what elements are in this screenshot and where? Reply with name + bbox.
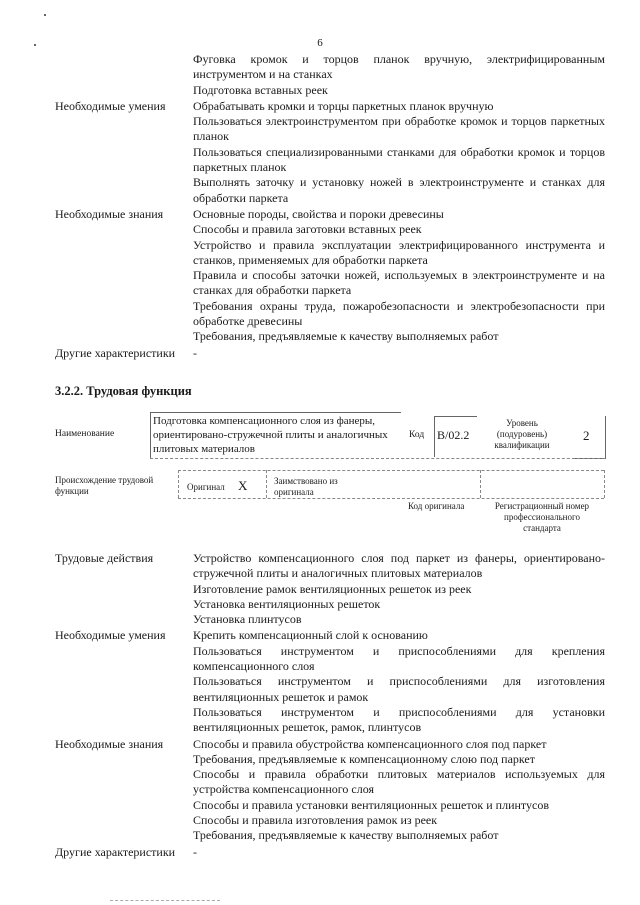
list-item: Установка вентиляционных решеток [193,596,381,611]
origin-divider [266,470,267,498]
row-label: Другие характеристики [55,844,176,859]
original-label: Оригинал [187,482,225,492]
function-name: Подготовка компенсационного слоя из фанеры, ориентировано-стружечной плиты и аналогичных плитовых материалов [153,415,388,455]
list-item: Способы и правила обработки плитовых материалов используемых для устройства компенсационного слоя [193,767,605,797]
list-item: Требования, предъявляемые к компенсационному слою под паркет [193,751,535,766]
origin-divider [604,470,605,498]
row-label: Трудовые действия [55,551,154,565]
list-item: Способы и правила установки вентиляционных решеток и плинтусов [193,797,550,812]
row-items [193,207,605,345]
table-row [55,346,605,361]
level-label: Уровень (подуровень) квалификации [494,418,550,450]
table-row [55,99,605,206]
table-row [55,52,605,98]
origin-bottom-line [178,498,604,499]
level-value: 2 [583,428,590,443]
list-item: Пользоваться инструментом и приспособлениями для установки вентиляционных решеток, рамок, плинтусов [193,704,605,735]
list-item: Пользоваться инструментом и приспособлениями для крепления компенсационного слоя [193,643,605,674]
row-label: Необходимые умения [55,628,166,643]
table-row [55,551,605,627]
origin-divider [480,470,481,498]
row-items [193,52,605,98]
list-item: Пользоваться электроинструментом при обработке кромок и торцов паркетных планок [193,114,605,144]
list-item: Способы и правила обустройства компенсационного слоя под паркет [193,736,547,751]
list-item: Крепить компенсационный слой к основанию [193,628,428,643]
list-item: - [193,844,197,859]
footer-mark [110,900,220,901]
function-code: B/02.2 [437,428,470,442]
row-items [193,99,605,206]
row-items [193,551,605,627]
code-original-caption: Код оригинала [408,501,465,511]
table-row [55,845,605,860]
list-item: Требования, предъявляемые к качеству выполняемых работ [193,828,499,843]
list-item: Фуговка кромок и торцов планок вручную, электрифицированным инструментом и на станках [193,52,605,82]
table-row [55,628,605,735]
borrowed-label: Заимствовано из оригинала [274,476,338,497]
list-item: - [193,345,197,360]
name-label: Наименование [55,429,115,439]
list-item: Установка плинтусов [193,612,302,627]
origin-divider [178,470,179,498]
list-item: Пользоваться специализированными станками для обработки кромок и торцов паркетных планок [193,144,605,175]
row-label: Необходимые знания [55,736,164,751]
list-item: Изготовление рамок вентиляционных решеток из реек [193,581,472,596]
list-item: Требования, предъявляемые к качеству выполняемых работ [193,329,499,344]
section-heading: 3.2.2. Трудовая функция [55,384,192,398]
top-requirements-table [55,52,605,362]
list-item: Пользоваться инструментом и приспособлениями для изготовления вентиляционных решеток и рамок [193,674,605,704]
list-item: Обрабатывать кромки и торцы паркетных планок вручную [193,98,494,113]
row-label: Необходимые знания [55,206,164,221]
row-items [193,628,605,735]
page-number: 6 [317,37,323,49]
table-row [55,207,605,345]
list-item: Устройство компенсационного слоя под паркет из фанеры, ориентировано-стружечной плиты и аналогичных плитовых материалов [193,551,605,581]
row-label: Необходимые умения [55,98,166,113]
list-item: Устройство и правила эксплуатации электрифицированного инструмента и станков, применяемых для обработки паркета [193,237,605,267]
list-item: Основные породы, свойства и пороки древесины [193,206,444,221]
list-item: Способы и правила заготовки вставных реек [193,222,422,237]
origin-top-line [178,470,604,471]
bottom-requirements-table [55,551,605,861]
row-label [55,52,193,98]
list-item: Подготовка вставных реек [193,82,328,97]
row-items [193,346,605,361]
list-item: Выполнять заточку и установку ножей в электроинструменте и станках для обработки паркета [193,175,605,205]
scan-speck [44,14,46,16]
original-mark: X [238,478,248,493]
list-item: Способы и правила изготовления рамок из реек [193,813,438,828]
row-label: Другие характеристики [55,345,176,360]
code-label: Код [409,430,425,440]
table-row [55,737,605,844]
row-items [193,845,605,860]
origin-label: Происхождение трудовой функции [55,475,154,496]
reg-number-caption: Регистрационный номер профессионального стандарта [494,501,590,533]
row-items [193,737,605,844]
list-item: Требования охраны труда, пожаробезопасности и электробезопасности при обработке древесины [193,298,605,329]
list-item: Правила и способы заточки ножей, используемых в электроинструменте и на станках для обработки паркета [193,268,605,298]
header-underline [150,458,605,459]
